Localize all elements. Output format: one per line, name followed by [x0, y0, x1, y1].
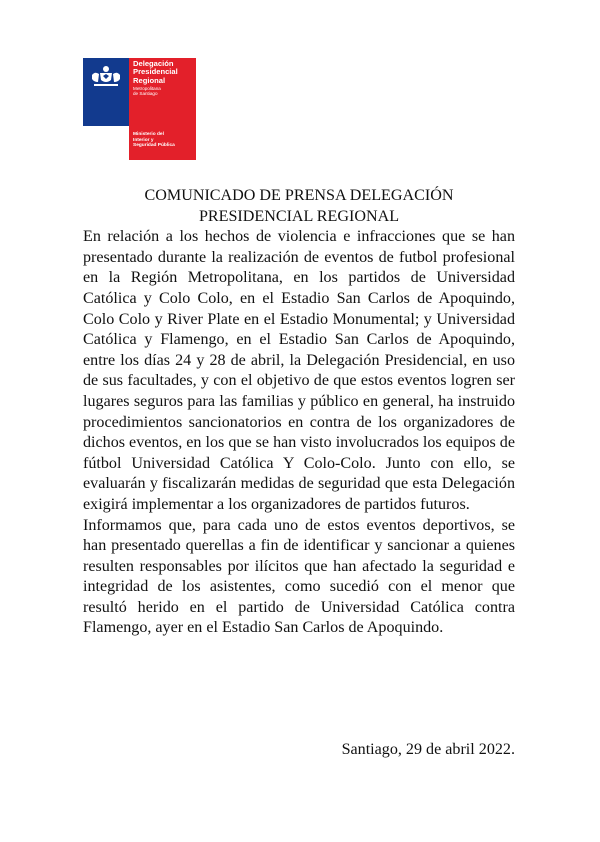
- logo-region-text: Metropolitana de Santiago: [133, 86, 161, 97]
- paragraph-1: En relación a los hechos de violencia e infracciones que se han presentado durante la realización de eventos de futbol profesional en la Región Metropolitana, en los partidos de Universidad Católica y Colo Colo, en el Estadio San Carlos de Apoquindo, Colo Colo y River Plate en el Estadio Monumental; y Universidad Católica y Flamengo, en el Estadio San Carlos de Apoquindo, entre los días 24 y 28 de abril, la Delegación Presidencial, en uso de sus facultades, y con el objetivo de que estos eventos logren ser lugares seguros para las familias y público en general, ha instruido procedimientos sancionatorios en contra de los organizadores de dichos eventos, en los que se han visto involucrados los equipos de fútbol Universidad Católica Y Colo-Colo. Junto con ello, se evaluarán y fiscalizarán medidas de seguridad que esta Delegación exigirá implementar a los organizadores de partidos futuros.: [83, 228, 515, 513]
- delegacion-logo: [83, 58, 196, 160]
- logo-top-band: [83, 58, 196, 126]
- title-line-2: PRESIDENCIAL REGIONAL: [198, 207, 400, 225]
- logo-ministry-block: [129, 126, 196, 160]
- date-signoff: Santiago, 29 de abril 2022.: [341, 741, 515, 758]
- title-line-1: COMUNICADO DE PRENSA DELEGACIÓN: [144, 187, 454, 204]
- coat-of-arms-icon: [89, 65, 123, 89]
- logo-red-block: [129, 58, 196, 126]
- logo-white-block: [83, 126, 129, 160]
- logo-ministry-text: Ministerio del Interior y Seguridad Pública: [133, 132, 175, 149]
- paragraph-2: Informamos que, para cada uno de estos eventos deportivos, se han presentado querellas a fin de identificar y sancionar a quienes resulten responsables por ilícitos que han afectado la seguridad e integridad de los asistentes, como sucedió con el menor que resultó herido en el partido de Universidad Católica contra Flamengo, ayer en el Estadio San Carlos de Apoquindo.: [83, 516, 515, 637]
- press-release-title: [83, 186, 515, 227]
- logo-bottom-band: [83, 126, 196, 160]
- press-release-body: [83, 186, 515, 639]
- logo-blue-block: [83, 58, 129, 126]
- logo-name-text: Delegación Presidencial Regional: [133, 59, 178, 85]
